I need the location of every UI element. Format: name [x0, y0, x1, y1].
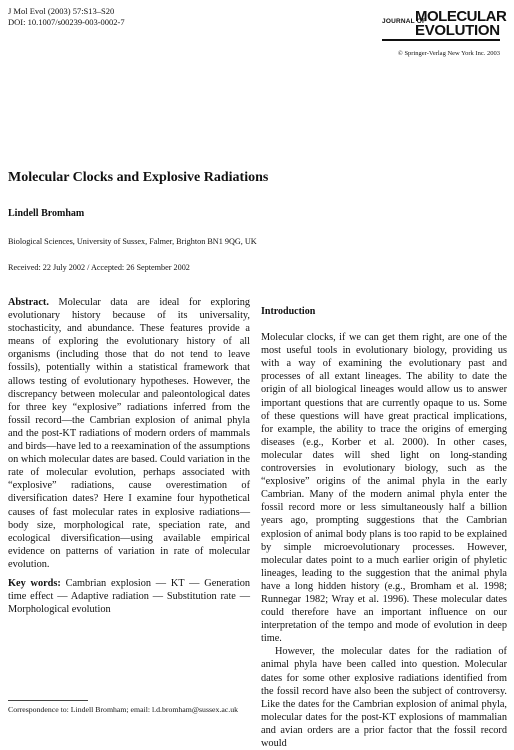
left-column — [8, 296, 250, 616]
copyright: © Springer-Verlag New York Inc. 2003 — [397, 50, 500, 57]
journal-logo-small: JOURNAL OF — [382, 18, 427, 25]
introduction-heading: Introduction — [261, 306, 316, 317]
abstract-label: Abstract. — [8, 297, 49, 308]
introduction-paragraph-1: Molecular clocks, if we can get them right, are one of the most useful tools in evolutionary biology, providing us with a way of examining the evolutionary past and processes of all extant lineages. The ability to date the origin of all biological lineages would allow us to answer important questions that are currently opaque to us. Some of these questions will have great practical implications, for example, the ability to trace the origins of emerging diseases (e.g., Korber et al. 2000). In other cases, molecular dates will shed light on long-standing controversies in evolutionary biology, such as the “explosive” origins of the animal phyla in the early Cambrian. Many of the modern animal phyla enter the fossil record more or less simultaneously half a billion years ago, prompting suggestions that the Cambrian explosion of animal body plans is too rapid to be explained by simple microevolutionary processes. However, molecular dates point to a much earlier origin of phyletic lineages, leading to the suggestion that the animal phyla have a long hidden history (e.g., Bromham et al. 1998; Runnegar 1982; Wray et al. 1996). These molecular dates could therefore have an important influence on our interpretation of the tempo and mode of evolution in deep time. — [261, 332, 507, 645]
footnote: Correspondence to: Lindell Bromham; email: l.d.bromham@sussex.ac.uk — [8, 705, 238, 714]
article-title: Molecular Clocks and Explosive Radiations — [8, 170, 269, 185]
journal-logo-line2: EVOLUTION — [415, 22, 500, 39]
abstract — [8, 296, 250, 571]
journal-logo-line1: MOLECULAR — [415, 8, 507, 25]
abstract-text: Molecular data are ideal for exploring evolutionary history because of its universality, stochasticity, and abundance. These features provide a means of exploring the evolutionary history of all organisms (including those that do not tend to leave fossils), potentially within a statistical framework that allows testing of evolutionary hypotheses. However, the discrepancy between molecular and paleontological dates for three key “explosive” radiations inferred from the fossil record—the Cambrian explosion of animal phyla and the post-KT radiations of modern orders of mammals and birds—have led to a reexamination of the assumptions on which molecular dates are based. Could variation in the rate of molecular evolution, perhaps associated with “explosive” radiations, cause overestimation of diversification dates? Here I examine four hypothetical causes of fast molecular rates in explosive radiations—body size, morphological rate, speciation rate, and ecological diversification—using available empirical evidence on patterns of variation in rate of molecular evolution. — [8, 297, 250, 570]
footnote-rule — [8, 700, 88, 701]
doi: DOI: 10.1007/s00239-003-0002-7 — [8, 17, 125, 27]
citation-block — [8, 6, 125, 28]
right-column — [261, 305, 507, 750]
keywords — [8, 577, 250, 616]
affiliation: Biological Sciences, University of Sussex, Falmer, Brighton BN1 9QG, UK — [8, 237, 257, 246]
received-dates: Received: 22 July 2002 / Accepted: 26 September 2002 — [8, 263, 190, 272]
journal-logo — [382, 4, 507, 48]
author: Lindell Bromham — [8, 208, 85, 219]
keywords-text: Cambrian explosion — KT — Generation time effect — Adaptive radiation — Substitution rate — Morphological evolution — [8, 577, 251, 616]
keywords-label: Key words: — [8, 577, 61, 589]
citation: J Mol Evol (2003) 57:S13–S20 — [8, 6, 115, 16]
logo-rule — [382, 39, 500, 41]
introduction-paragraph-2: However, the molecular dates for the radiation of animal phyla have been called into question. Molecular dates for some other explosive radiations identified from the fossil record have also been the subject of controversy. Like the dates for the Cambrian explosion of animal phyla, molecular dates for the post-KT explosions of mammalian and avian orders are a prior factor that the fossil record would — [261, 646, 507, 749]
